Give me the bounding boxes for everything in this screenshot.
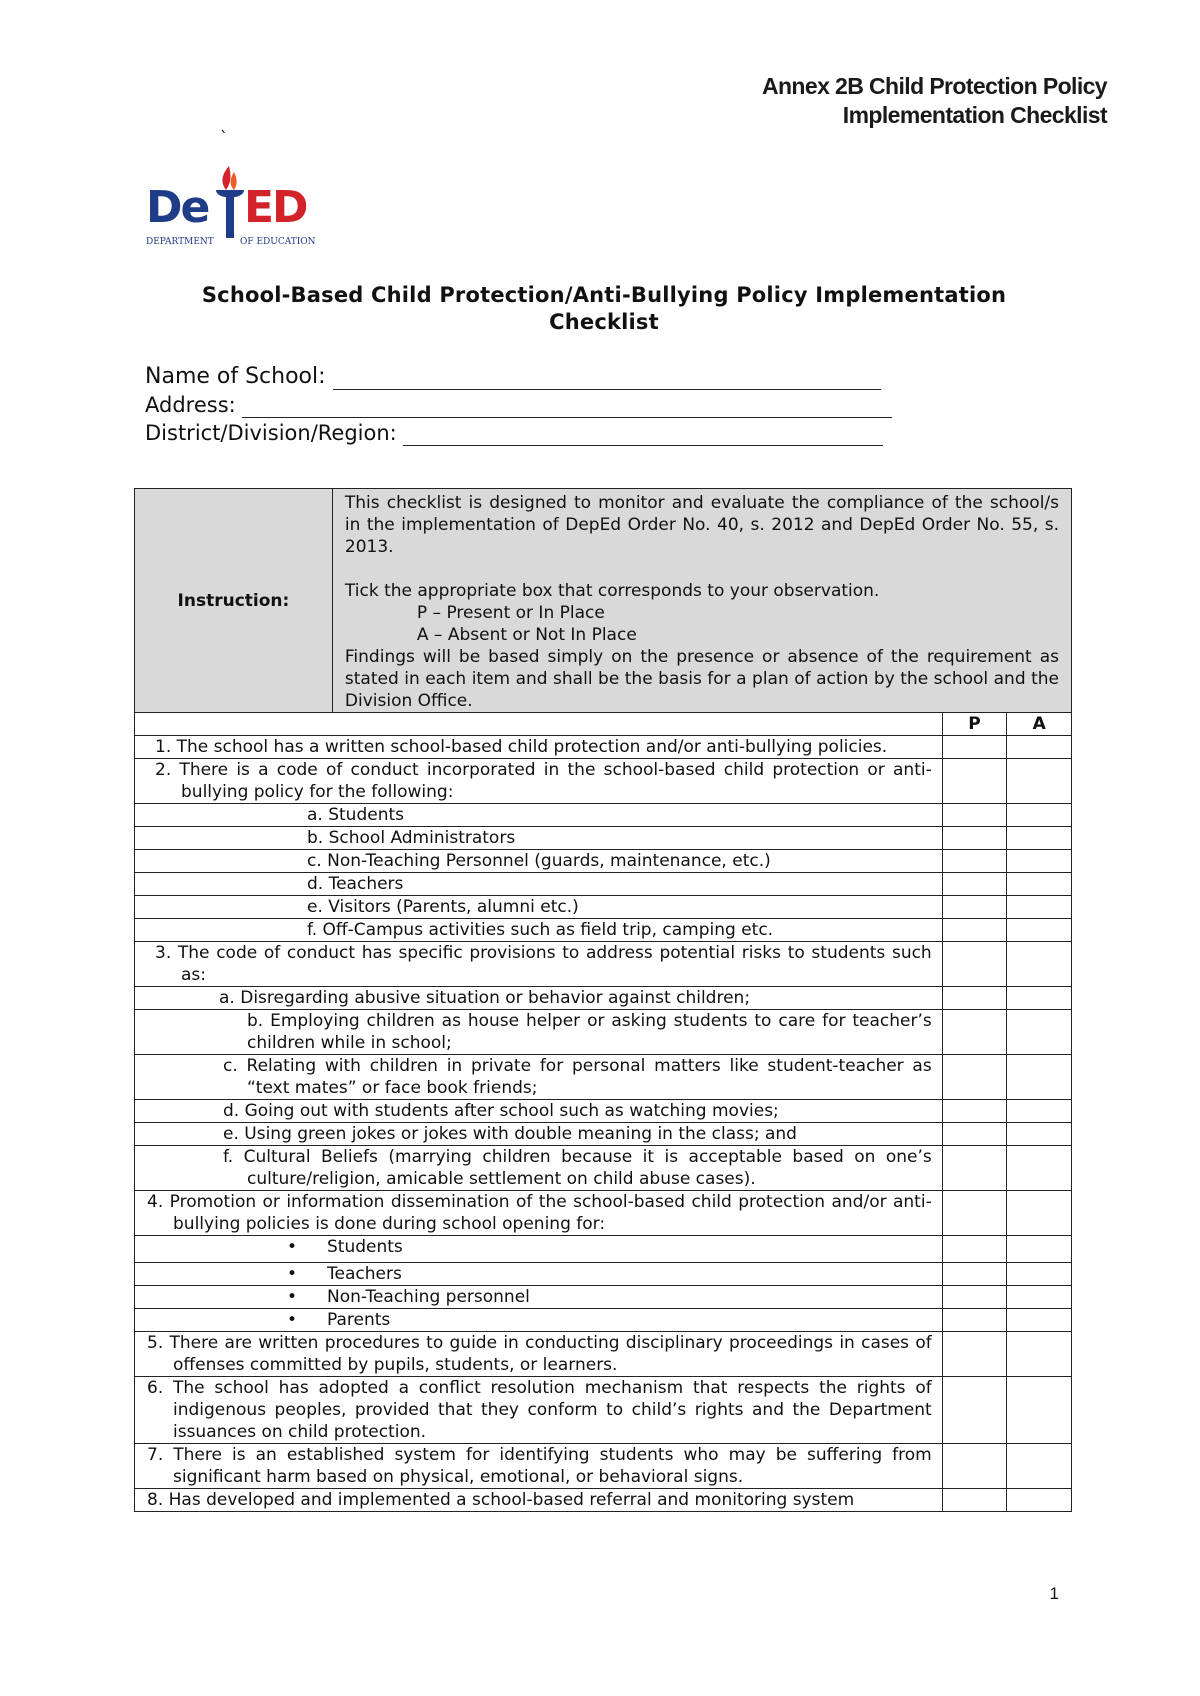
checkbox-a[interactable]	[1007, 1263, 1072, 1286]
address-label: Address:	[145, 393, 236, 417]
item-4c: Non-Teaching personnel	[327, 1287, 530, 1307]
svg-text:ED: ED	[244, 182, 307, 233]
checkbox-p[interactable]	[942, 942, 1007, 987]
item-2a: a. Students	[135, 804, 943, 827]
district-blank[interactable]	[403, 423, 883, 446]
district-label: District/Division/Region:	[145, 421, 397, 445]
bullet-icon: •	[287, 1237, 298, 1257]
item-3b: b. Employing children as house helper or asking students to care for teacher’s children while in school;	[247, 1011, 932, 1053]
checkbox-p[interactable]	[942, 1123, 1007, 1146]
table-row	[135, 1286, 1072, 1309]
page-number: 1	[1049, 1584, 1059, 1603]
item-2c: c. Non-Teaching Personnel (guards, maintenance, etc.)	[135, 850, 943, 873]
table-row	[135, 1377, 1072, 1444]
table-row	[135, 873, 1072, 896]
checkbox-p[interactable]	[942, 1010, 1007, 1055]
item-2e: e. Visitors (Parents, alumni etc.)	[135, 896, 943, 919]
checkbox-a[interactable]	[1007, 1055, 1072, 1100]
checkbox-p[interactable]	[942, 1236, 1007, 1263]
item-5: 5. There are written procedures to guide in conducting disciplinary proceedings in cases of offenses committed by pupils, students, or learners.	[147, 1333, 932, 1375]
checkbox-p[interactable]	[942, 1377, 1007, 1444]
item-3: 3. The code of conduct has specific provisions to address potential risks to students such as:	[155, 943, 932, 985]
checkbox-a[interactable]	[1007, 1332, 1072, 1377]
bullet-icon: •	[287, 1287, 298, 1307]
instruction-para-1: This checklist is designed to monitor and evaluate the compliance of the school/s in the implementation of DepEd Order No. 40, s. 2012 and DepEd Order No. 55, s. 2013.	[344, 493, 1059, 557]
checkbox-a[interactable]	[1007, 873, 1072, 896]
checkbox-p[interactable]	[942, 1146, 1007, 1191]
table-row	[135, 804, 1072, 827]
checkbox-a[interactable]	[1007, 919, 1072, 942]
annex-line-2: Implementation Checklist	[842, 102, 1107, 128]
annex-header	[762, 72, 1107, 130]
item-1: 1. The school has a written school-based child protection and/or anti-bullying policies.	[155, 737, 888, 757]
checkbox-p[interactable]	[942, 1055, 1007, 1100]
item-4a: Students	[327, 1237, 403, 1257]
item-6: 6. The school has adopted a conflict resolution mechanism that respects the rights of indigenous peoples, provided that they conform to child’s rights and the Department issuances on child protection.	[147, 1378, 932, 1442]
stray-mark: `	[220, 128, 228, 147]
table-row	[135, 1263, 1072, 1286]
checkbox-a[interactable]	[1007, 1146, 1072, 1191]
item-2f: f. Off-Campus activities such as field trip, camping etc.	[135, 919, 943, 942]
address-blank[interactable]	[242, 395, 892, 418]
table-row	[135, 1191, 1072, 1236]
table-row	[135, 1444, 1072, 1489]
instruction-text	[332, 489, 1071, 713]
column-absent: A	[1007, 713, 1072, 736]
deped-logo	[146, 160, 321, 250]
address-field[interactable]	[145, 392, 892, 418]
item-3c: c. Relating with children in private for personal matters like student-teacher as “text mates” or face book friends;	[223, 1056, 932, 1098]
item-3d: d. Going out with students after school such as watching movies;	[135, 1100, 943, 1123]
item-3a: a. Disregarding abusive situation or behavior against children;	[135, 987, 943, 1010]
title-line-2: Checklist	[549, 310, 659, 334]
school-name-label: Name of School:	[145, 364, 326, 389]
item-3f: f. Cultural Beliefs (marrying children because it is acceptable based on one’s culture/religion, amicable settlement on child abuse cases).	[223, 1147, 932, 1189]
checkbox-p[interactable]	[942, 827, 1007, 850]
checkbox-a[interactable]	[1007, 850, 1072, 873]
column-present: P	[942, 713, 1007, 736]
item-4: 4. Promotion or information dissemination of the school-based child protection and/or anti-bullying policies is done during school opening for:	[147, 1192, 932, 1234]
checkbox-a[interactable]	[1007, 1100, 1072, 1123]
bullet-icon: •	[287, 1310, 298, 1330]
checkbox-a[interactable]	[1007, 896, 1072, 919]
checkbox-a[interactable]	[1007, 1123, 1072, 1146]
table-row	[135, 1123, 1072, 1146]
checkbox-p[interactable]	[942, 1191, 1007, 1236]
table-row	[135, 736, 1072, 759]
table-row	[135, 759, 1072, 804]
svg-text:De: De	[146, 182, 209, 233]
checkbox-p[interactable]	[942, 873, 1007, 896]
legend-absent: A – Absent or Not In Place	[416, 625, 637, 645]
item-2: 2. There is a code of conduct incorporated in the school-based child protection or anti-bullying policy for the following:	[155, 760, 932, 802]
checkbox-p[interactable]	[942, 850, 1007, 873]
checkbox-p[interactable]	[942, 1309, 1007, 1332]
checkbox-p[interactable]	[942, 1100, 1007, 1123]
checkbox-a[interactable]	[1007, 942, 1072, 987]
item-3e: e. Using green jokes or jokes with double meaning in the class; and	[135, 1123, 943, 1146]
item-8: 8. Has developed and implemented a school-based referral and monitoring system	[147, 1490, 855, 1510]
checkbox-p[interactable]	[942, 919, 1007, 942]
school-name-field[interactable]	[145, 364, 881, 390]
checkbox-a[interactable]	[1007, 804, 1072, 827]
table-row	[135, 919, 1072, 942]
logo-subtitle-left: DEPARTMENT	[146, 237, 214, 247]
table-row	[135, 1489, 1072, 1512]
item-7: 7. There is an established system for identifying students who may be suffering from significant harm based on physical, emotional, or behavioral signs.	[147, 1445, 932, 1487]
column-header-row	[135, 713, 1072, 736]
bullet-icon: •	[287, 1264, 298, 1284]
checkbox-a[interactable]	[1007, 1489, 1072, 1512]
logo-subtitle-right: OF EDUCATION	[240, 237, 316, 247]
checkbox-p[interactable]	[942, 1263, 1007, 1286]
school-name-blank[interactable]	[333, 367, 881, 390]
checkbox-a[interactable]	[1007, 827, 1072, 850]
table-row	[135, 1332, 1072, 1377]
checkbox-a[interactable]	[1007, 1010, 1072, 1055]
checkbox-p[interactable]	[942, 1286, 1007, 1309]
checkbox-p[interactable]	[942, 736, 1007, 759]
table-row	[135, 850, 1072, 873]
checkbox-a[interactable]	[1007, 1444, 1072, 1489]
title-line-1: School-Based Child Protection/Anti-Bullying Policy Implementation	[201, 283, 1007, 307]
table-row	[135, 1010, 1072, 1055]
checkbox-a[interactable]	[1007, 736, 1072, 759]
checkbox-p[interactable]	[942, 896, 1007, 919]
checkbox-a[interactable]	[1007, 1286, 1072, 1309]
checkbox-p[interactable]	[942, 804, 1007, 827]
table-row	[135, 942, 1072, 987]
checkbox-a[interactable]	[1007, 759, 1072, 804]
district-field[interactable]	[145, 420, 883, 446]
checkbox-p[interactable]	[942, 759, 1007, 804]
checkbox-a[interactable]	[1007, 1377, 1072, 1444]
checkbox-p[interactable]	[942, 1489, 1007, 1512]
legend-present: P – Present or In Place	[416, 603, 605, 623]
instruction-para-2: Tick the appropriate box that corresponds to your observation.	[344, 581, 880, 601]
checkbox-a[interactable]	[1007, 1191, 1072, 1236]
table-row	[135, 1100, 1072, 1123]
checkbox-p[interactable]	[942, 987, 1007, 1010]
item-2b: b. School Administrators	[135, 827, 943, 850]
checkbox-a[interactable]	[1007, 1309, 1072, 1332]
item-2d: d. Teachers	[135, 873, 943, 896]
item-4d: Parents	[327, 1310, 391, 1330]
instruction-row	[135, 489, 1072, 713]
item-4b: Teachers	[327, 1264, 402, 1284]
table-row	[135, 896, 1072, 919]
annex-line-1: Annex 2B Child Protection Policy	[761, 73, 1107, 99]
checkbox-a[interactable]	[1007, 987, 1072, 1010]
table-row	[135, 1146, 1072, 1191]
instruction-label: Instruction:	[135, 489, 333, 713]
table-row	[135, 987, 1072, 1010]
table-row	[135, 1236, 1072, 1263]
table-row	[135, 827, 1072, 850]
checklist-table	[134, 488, 1072, 1512]
checkbox-p[interactable]	[942, 1332, 1007, 1377]
instruction-para-3: Findings will be based simply on the presence or absence of the requirement as stated in each item and shall be the basis for a plan of action by the school and the Division Office.	[344, 647, 1059, 711]
document-title	[140, 282, 1068, 336]
table-row	[135, 1309, 1072, 1332]
checkbox-p[interactable]	[942, 1444, 1007, 1489]
table-row	[135, 1055, 1072, 1100]
checkbox-a[interactable]	[1007, 1236, 1072, 1263]
